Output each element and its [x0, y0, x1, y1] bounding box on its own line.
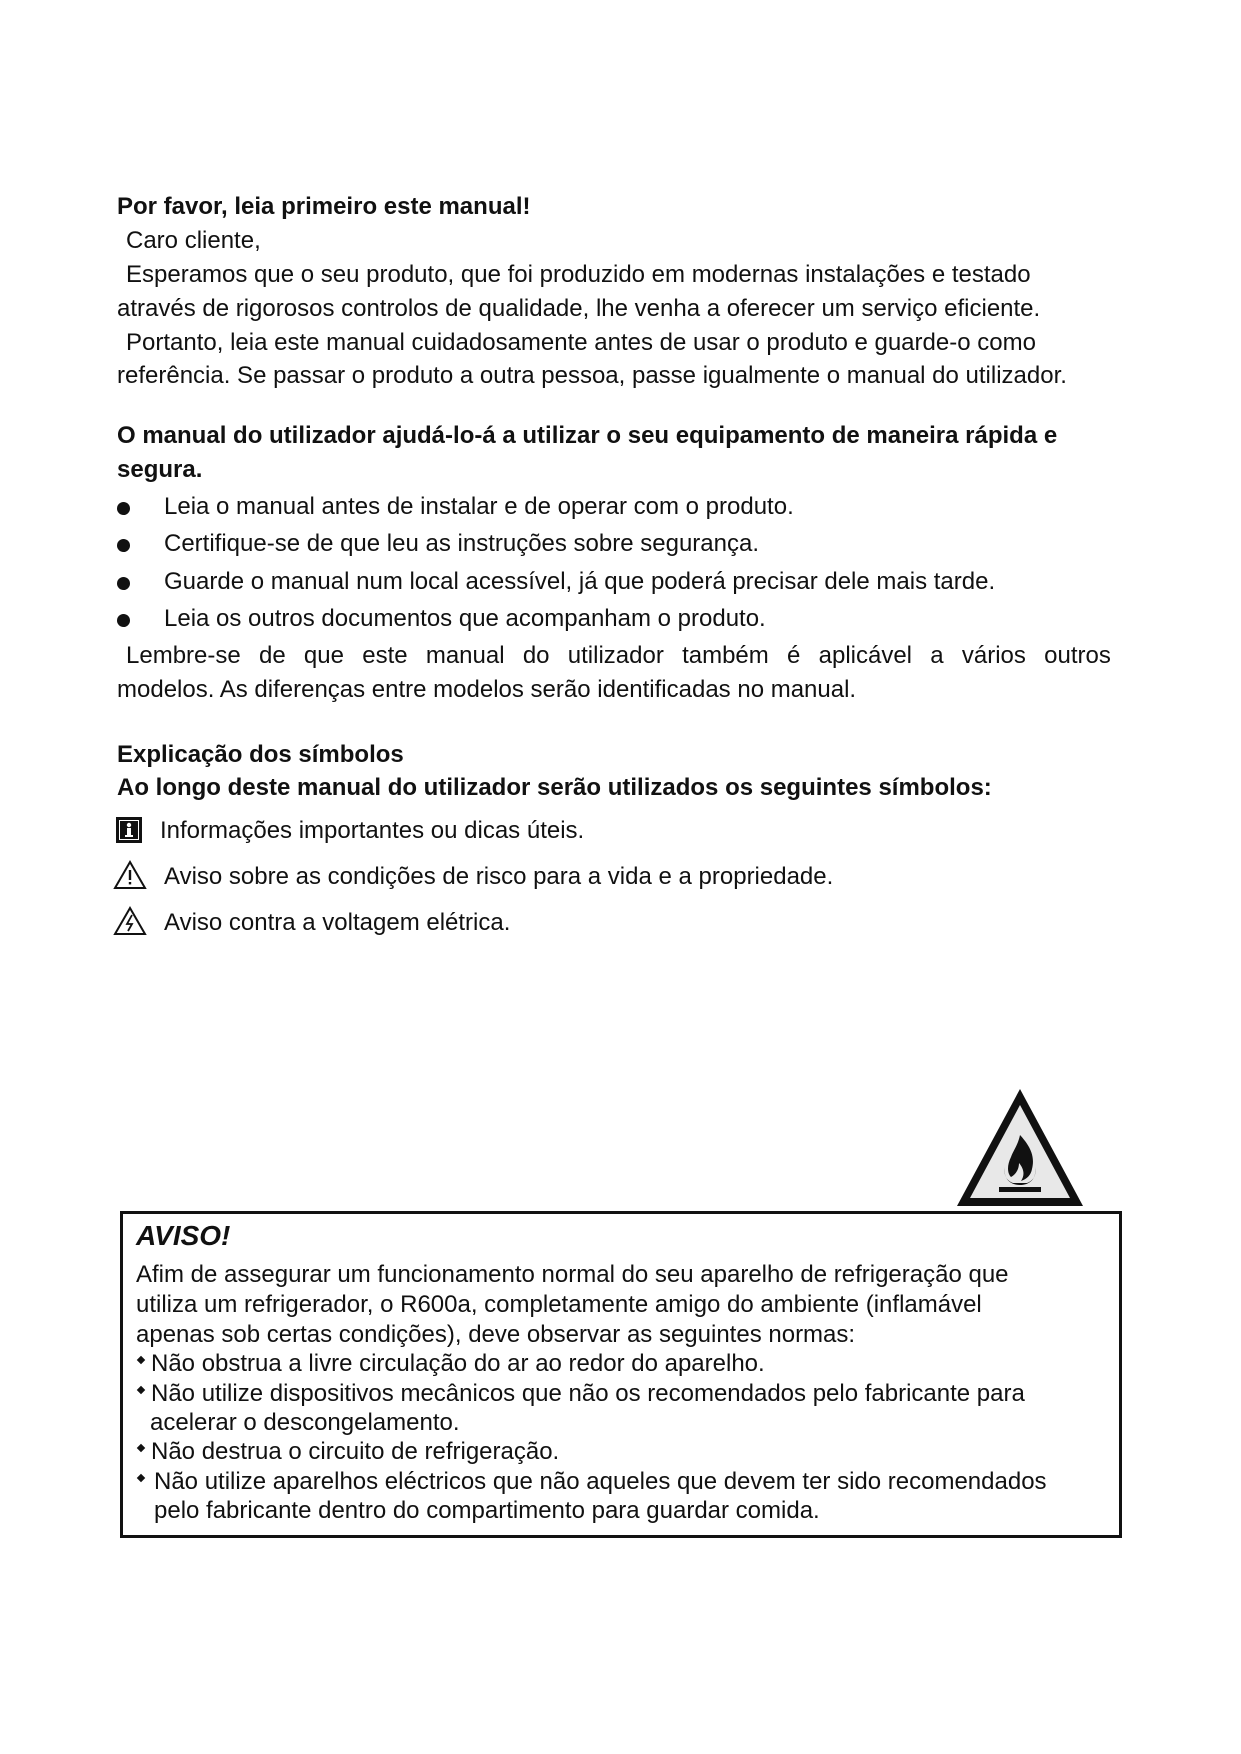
list-item: Certifique-se de que leu as instruções sobre segurança.	[164, 530, 760, 557]
warning-intro-line-3: apenas sob certas condições), deve observar as seguintes normas:	[136, 1321, 856, 1348]
warning-intro-line-1: Afim de assegurar um funcionamento normal do seu aparelho de refrigeração que	[136, 1261, 1009, 1288]
intro-paragraph-1-line-1: Esperamos que o seu produto, que foi produzido em modernas instalações e testado	[126, 261, 1031, 288]
list-item: Guarde o manual num local acessível, já que poderá precisar dele mais tarde.	[164, 568, 996, 595]
note-word: que	[303, 642, 344, 669]
warning-triangle-icon	[113, 860, 147, 890]
note-word: utilizador	[567, 642, 664, 669]
list-item: Leia os outros documentos que acompanham o produto.	[164, 605, 766, 632]
info-icon	[116, 817, 142, 843]
flammable-warning-icon	[953, 1085, 1087, 1211]
warning-intro-line-2: utiliza um refrigerador, o R600a, completamente amigo do ambiente (inflamável	[136, 1291, 982, 1318]
bullet-dot-icon	[117, 614, 130, 627]
intro-greeting: Caro cliente,	[126, 227, 261, 254]
note-word: do	[522, 642, 550, 669]
list-item: Leia o manual antes de instalar e de operar com o produto.	[164, 493, 794, 520]
guide-heading-line-2: segura.	[117, 456, 203, 483]
symbol-electric-text: Aviso contra a voltagem elétrica.	[164, 909, 511, 936]
warning-rule-4-line-1: Não utilize aparelhos eléctricos que não aqueles que devem ter sido recomendados	[154, 1468, 1047, 1495]
warning-rule-2-line-2: acelerar o descongelamento.	[150, 1409, 460, 1436]
note-word: a	[930, 642, 944, 669]
guide-note-line-1	[126, 639, 1111, 672]
note-word: de	[258, 642, 286, 669]
warning-rule-3: Não destrua o circuito de refrigeração.	[151, 1438, 560, 1465]
note-word: este	[362, 642, 408, 669]
symbol-info-text: Informações importantes ou dicas úteis.	[160, 817, 585, 844]
guide-heading-line-1: O manual do utilizador ajudá-lo-á a utilizar o seu equipamento de maneira rápida e	[117, 422, 1058, 449]
note-word: outros	[1044, 642, 1111, 669]
intro-paragraph-2-line-1: Portanto, leia este manual cuidadosamente antes de usar o produto e guarde-o como	[126, 329, 1036, 356]
warning-rule-1: Não obstrua a livre circulação do ar ao redor do aparelho.	[151, 1350, 765, 1377]
intro-heading: Por favor, leia primeiro este manual!	[117, 193, 531, 220]
symbol-warning-text: Aviso sobre as condições de risco para a vida e a propriedade.	[164, 863, 834, 890]
electric-warning-icon	[113, 906, 147, 936]
bullet-dot-icon	[117, 577, 130, 590]
note-word: manual	[425, 642, 505, 669]
symbols-heading: Explicação dos símbolos	[117, 741, 404, 768]
note-word: aplicável	[818, 642, 913, 669]
intro-paragraph-1-line-2: através de rigorosos controlos de qualidade, lhe venha a oferecer um serviço eficiente.	[117, 295, 1041, 322]
warning-title: AVISO!	[136, 1220, 231, 1251]
note-word: Lembre-se	[126, 642, 241, 669]
bullet-dot-icon	[117, 539, 130, 552]
note-word: é	[787, 642, 801, 669]
bullet-dot-icon	[117, 502, 130, 515]
note-word: também	[682, 642, 769, 669]
warning-rule-2-line-1: Não utilize dispositivos mecânicos que não os recomendados pelo fabricante para	[151, 1380, 1025, 1407]
intro-paragraph-2-line-2: referência. Se passar o produto a outra pessoa, passe igualmente o manual do utilizador.	[117, 362, 1067, 389]
guide-note-line-2: modelos. As diferenças entre modelos serão identificadas no manual.	[117, 676, 857, 703]
note-word: vários	[961, 642, 1026, 669]
symbols-subheading: Ao longo deste manual do utilizador serão utilizados os seguintes símbolos:	[117, 774, 992, 801]
warning-rule-4-line-2: pelo fabricante dentro do compartimento para guardar comida.	[154, 1497, 820, 1524]
